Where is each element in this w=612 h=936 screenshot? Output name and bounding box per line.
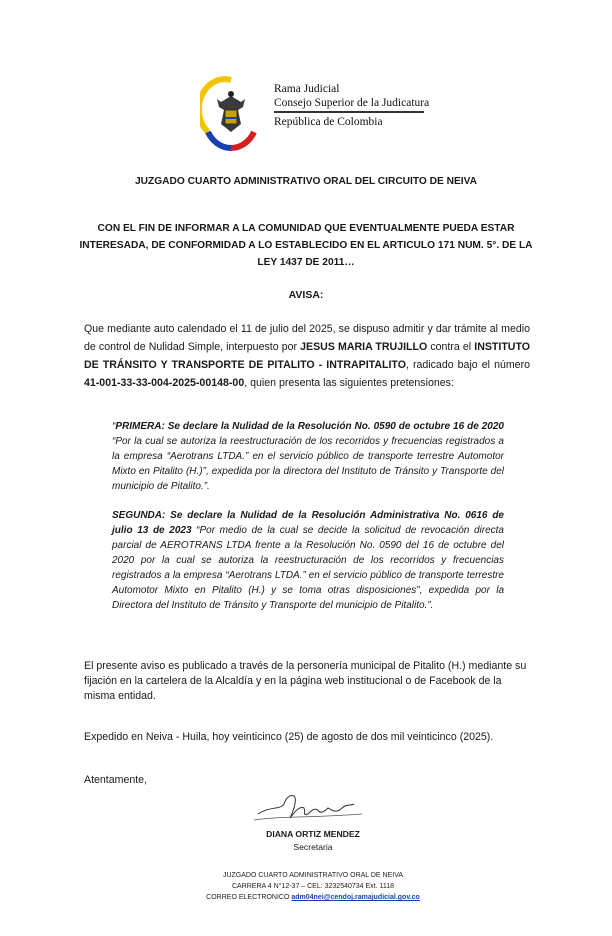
coat-of-arms-icon [200,74,262,154]
email-link[interactable]: adm04nei@cendoj.ramajudicial.gov.co [291,894,420,901]
claim-primera: “PRIMERA: Se declare la Nulidad de la Resolución No. 0590 de octubre 16 de 2020 “Por la cual se autoriza la reestructuración de los recorridos y frecuencias registrados a la empresa “Aerotrans LTDA.” en el servicio público de transporte terrestre Automotor Mixto en Pitalito (H.)”, expedida por la directora del Instituto de Tránsito y Transporte del municipio de Pitalito.”. [112,421,504,492]
case-number: 41-001-33-33-004-2025-00148-00 [84,377,245,389]
admission-paragraph: Que mediante auto calendado el 11 de julio del 2025, se dispuso admitir y dar trámite al medio de control de Nulidad Simple, interpuesto por JESUS MARIA TRUJILLO contra el INSTITUTO DE TRÁNSITO Y TRANSPORTE DE PITALITO - INTRAPITALITO, radicado bajo el número 41-001-33-33-004-2025-00148-00, quien presenta las siguientes pretensiones: [84,323,530,389]
brand-divider [274,111,424,113]
publication-paragraph: El presente aviso es publicado a través de la personería municipal de Pitalito (H.) mediante su fijación en la cartelera de la Alcaldía y en la página web institucional o de Facebook de la misma entidad. [84,660,527,702]
plaintiff-name: JESUS MARIA TRUJILLO [300,341,428,353]
brand-line-3: República de Colombia [274,115,383,128]
signer-role: Secretaria [293,842,333,852]
court-name: JUZGADO CUARTO ADMINISTRATIVO ORAL DEL CIRCUITO DE NEIVA [134,176,478,187]
claim-segunda-title: SEGUNDA: Se declare la Nulidad de la Resolución Administrativa No. 0616 de julio 13 de 2023 [112,510,504,536]
footer-line-1: JUZGADO CUARTO ADMINISTRATIVO ORAL DE NEIVA [222,872,404,879]
issued-date: Expedido en Neiva - Huila, hoy veinticinco (25) de agosto de dos mil veinticinco (2025). [84,731,494,743]
signature-image [250,784,370,828]
footer [0,870,612,903]
footer-line-2: CARRERA 4 N°12-37 – CEL: 3232540734 Ext. 1118 [231,883,395,890]
defendant-name: INSTITUTO DE TRÁNSITO Y TRANSPORTE DE PITALITO - INTRAPITALITO [84,341,530,371]
brand-line-2: Consejo Superior de la Judicatura [274,97,430,109]
brand-line-1: Rama Judicial [274,83,340,95]
signer-name: DIANA ORTIZ MENDEZ [266,829,360,839]
closing: Atentamente, [84,774,148,786]
avisa-heading: AVISA: [288,289,324,301]
letterhead [200,74,440,154]
footer-line-3: CORREO ELECTRONICO adm04nei@cendoj.ramajudicial.gov.co [206,894,420,901]
intro-paragraph: CON EL FIN DE INFORMAR A LA COMUNIDAD QUE EVENTUALMENTE PUEDA ESTAR INTERESADA, DE CONFORMIDAD A LO ESTABLECIDO EN EL ARTICULO 171 NUM. 5°. DE LA LEY 1437 DE 2011… [79,223,533,268]
claim-segunda: SEGUNDA: Se declare la Nulidad de la Resolución Administrativa No. 0616 de julio 13 de 2023 “Por medio de la cual se decide la solicitud de revocación directa parcial de AEROTRANS LTDA frente a la Resolución No. 0590 del 16 de octubre del 2020 por la cual se autoriza la reestructuración de los recorridos y frecuencias registrados a la empresa “Aerotrans LTDA.” en el servicio público de transporte terrestre Automotor Mixto en Pitalito (H.) y se toma otras disposiciones”, expedida por la Directora del Instituto de Tránsito y Transporte del municipio de Pitalito.”. [112,510,504,611]
claim-primera-title: PRIMERA: Se declare la Nulidad de la Resolución No. 0590 de octubre 16 de 2020 [115,421,504,432]
